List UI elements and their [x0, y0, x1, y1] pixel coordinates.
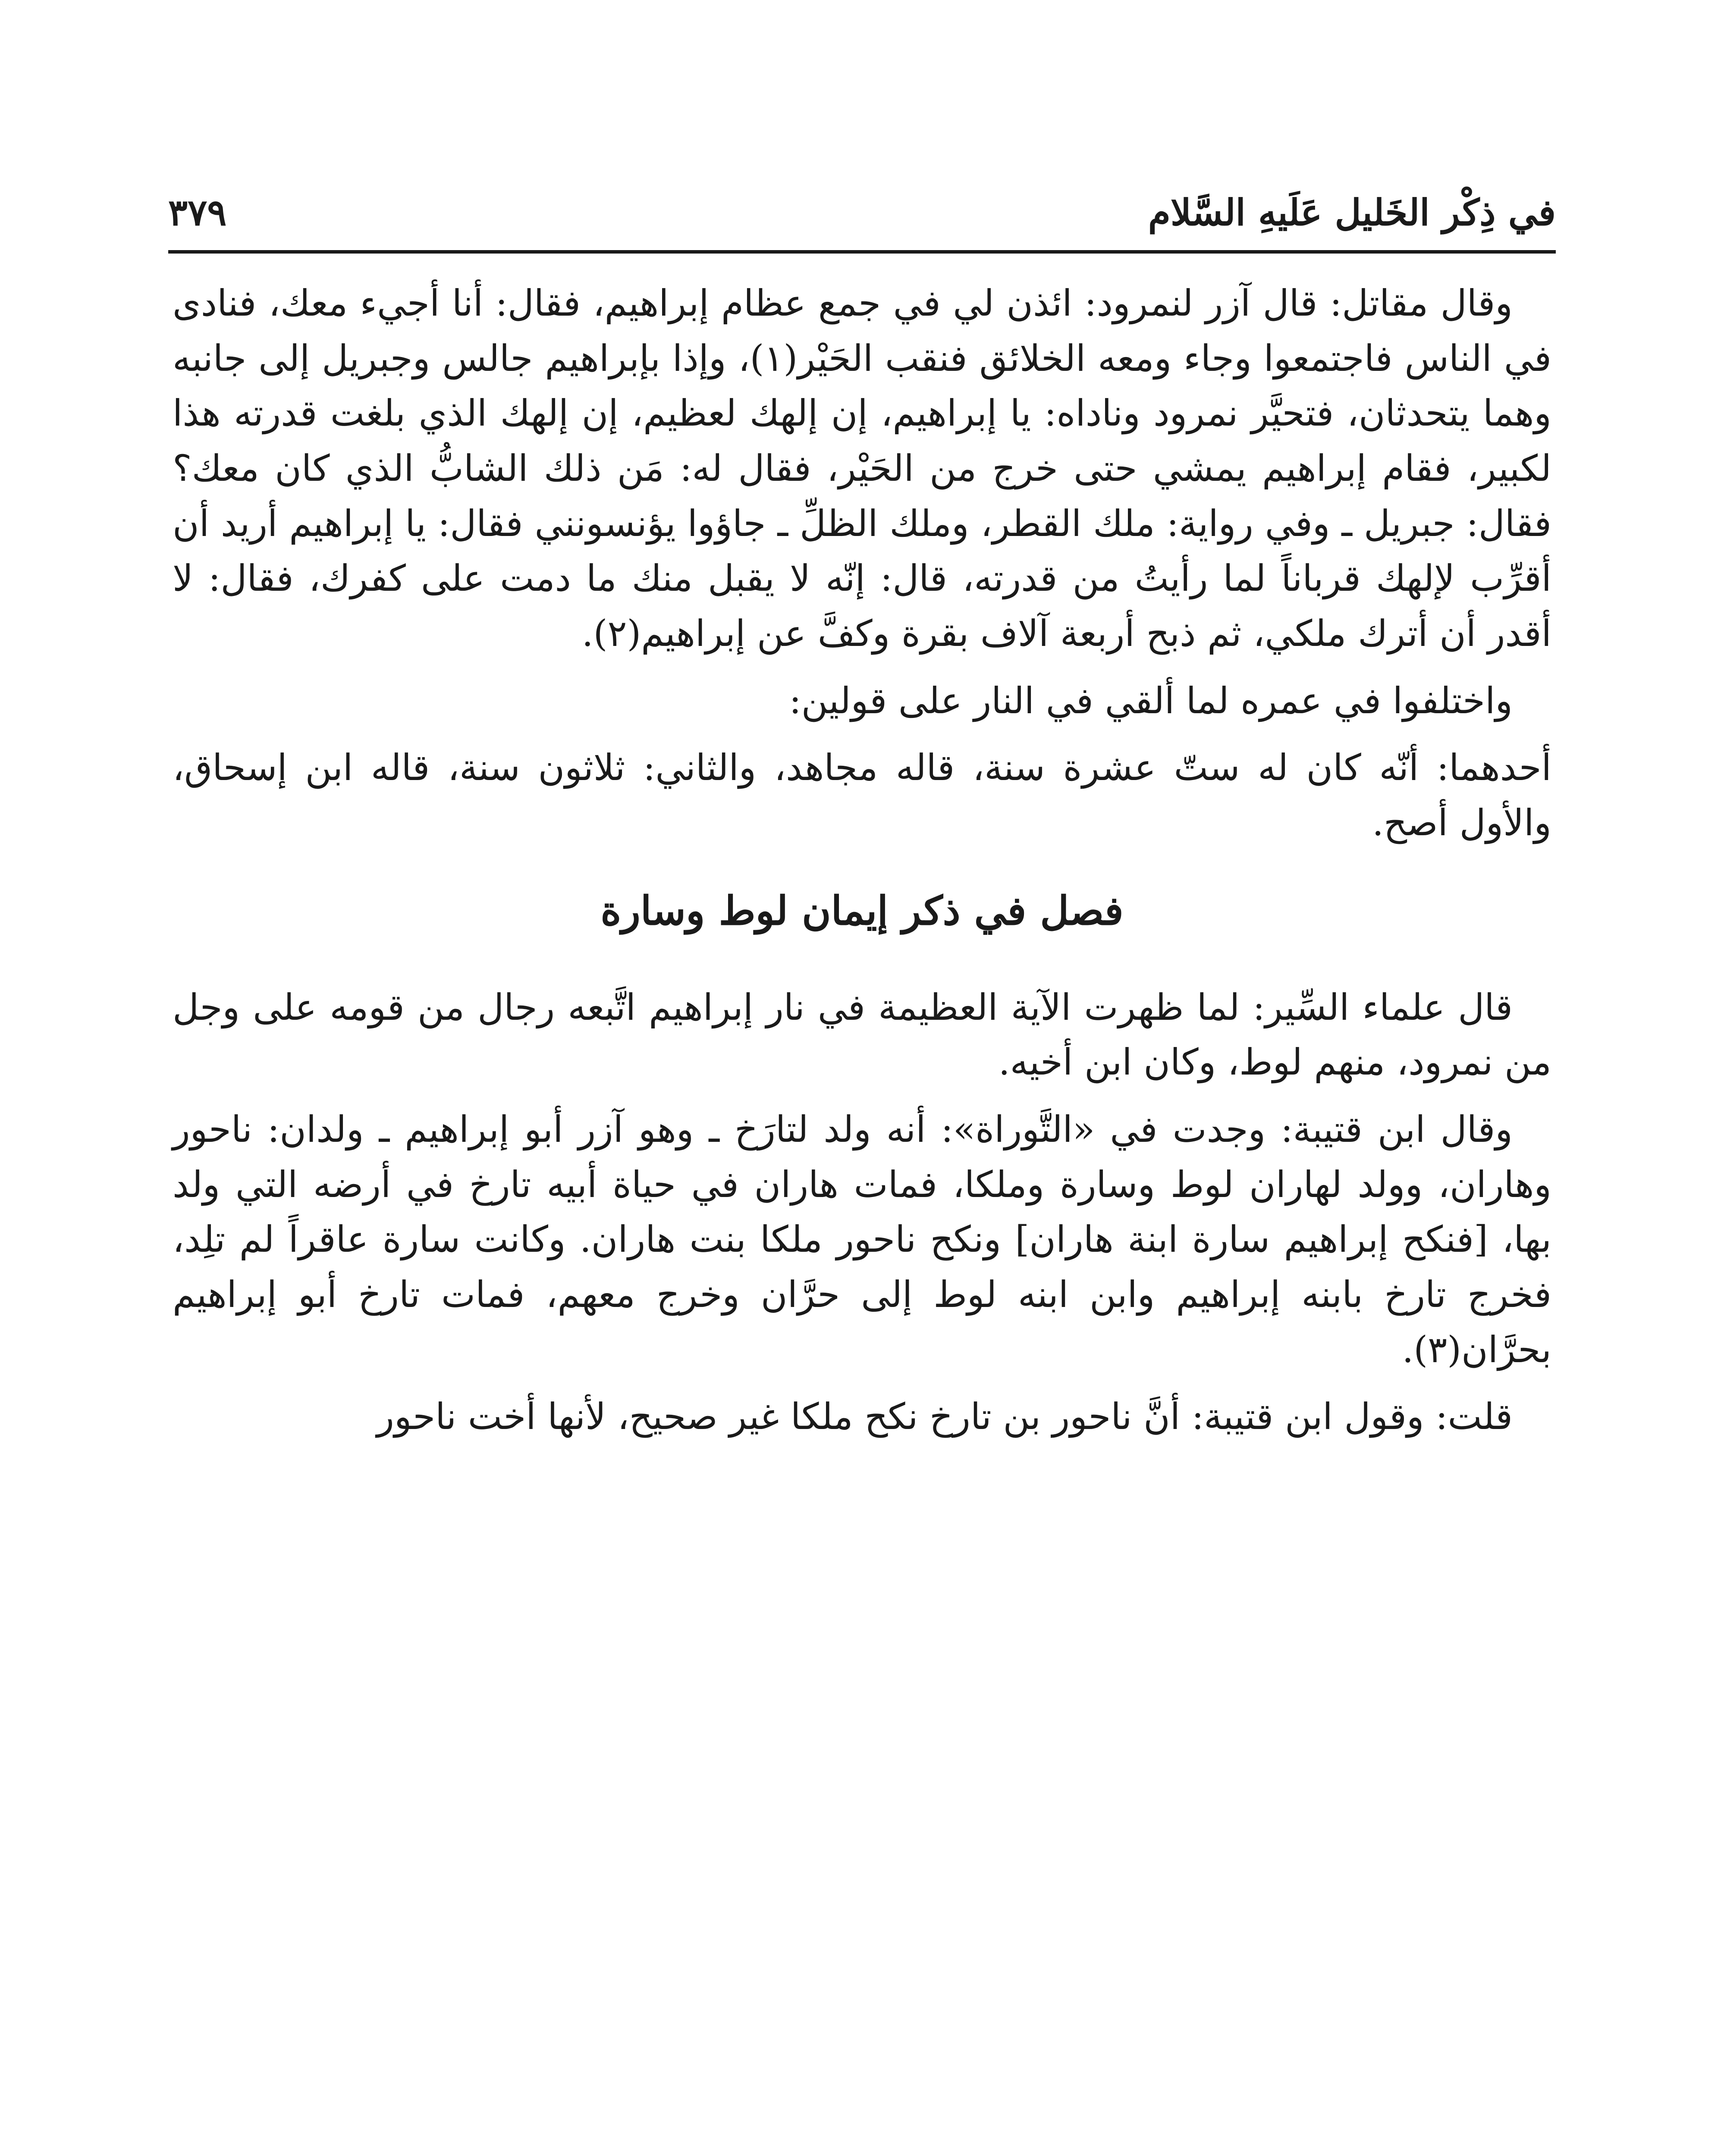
paragraph: أحدهما: أنّه كان له ستّ عشرة سنة، قاله مجاهد، والثاني: ثلاثون سنة، قاله ابن إسحاق، والأول أصح. [173, 746, 1552, 844]
page-number: ٣٧٩ [168, 191, 227, 234]
paragraph: قلت: وقول ابن قتيبة: أنَّ ناحور بن تارخ نكح ملكا غير صحيح، لأنها أخت ناحور [377, 1395, 1513, 1438]
paragraph: وقال مقاتل: قال آزر لنمرود: ائذن لي في جمع عظام إبراهيم، فقال: أنا أجيء معك، فنادى في الناس فاجتمعوا وجاء ومعه الخلائق فنقب الحَيْر(١)، وإذا بإبراهيم جالس وجبريل إلى جانبه وهما يتحدثان، فتحيَّر نمرود وناداه: يا إبراهيم، إن إلهك لعظيم، إن إلهك الذي بلغت قدرته هذا لكبير، فقام إبراهيم يمشي حتى خرج من الحَيْر، فقال له: مَن ذلك الشابُّ الذي كان معك؟ فقال: جبريل ـ وفي رواية: ملك القطر، وملك الظلِّ ـ جاؤوا يؤنسونني فقال: يا إبراهيم أريد أن أقرِّب لإلهك قرباناً لما رأيتُ من قدرته، قال: إنّه لا يقبل منك ما دمت على كفرك، فقال: لا أقدر أن أترك ملكي، ثم ذبح أربعة آلاف بقرة وكفَّ عن إبراهيم(٢). [173, 282, 1551, 655]
running-title: في ذِكْر الخَليل عَلَيهِ السَّلام [1148, 191, 1556, 234]
paragraph: قال علماء السِّير: لما ظهرت الآية العظيمة في نار إبراهيم اتَّبعه رجال من قومه على وجل من نمرود، منهم لوط، وكان ابن أخيه. [173, 986, 1551, 1084]
header-rule [168, 250, 1556, 254]
paragraph: وقال ابن قتيبة: وجدت في «التَّوراة»: أنه ولد لتارَخ ـ وهو آزر أبو إبراهيم ـ ولدان: ناحور وهاران، وولد لهاران لوط وسارة وملكا، فمات هاران في حياة أبيه تارخ في أرضه التي ولد بها، [فنكح إبراهيم سارة ابنة هاران] ونكح ناحور ملكا بنت هاران. وكانت سارة عاقراً لم تلِد، فخرج تارخ بابنه إبراهيم وابن ابنه لوط إلى حرَّان وخرج معهم، فمات تارخ أبو إبراهيم بحرَّان(٣). [173, 1108, 1551, 1371]
paragraph: واختلفوا في عمره لما ألقي في النار على قولين: [789, 679, 1513, 722]
body-text [173, 276, 1551, 1457]
section-heading: فصل في ذكر إيمان لوط وسارة [600, 887, 1124, 934]
page-header [168, 170, 1556, 234]
